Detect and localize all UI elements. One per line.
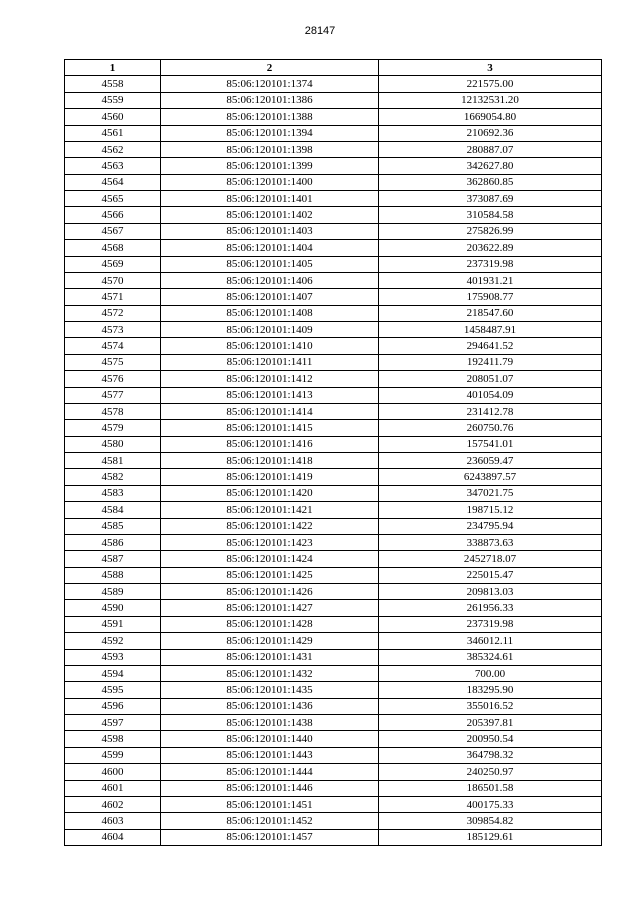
row-number-cell: 4565	[65, 191, 161, 207]
table-row	[65, 485, 602, 501]
value-cell: 208051.07	[379, 371, 602, 387]
value-cell: 275826.99	[379, 223, 602, 239]
cadastral-number-cell: 85:06:120101:1446	[161, 780, 379, 796]
table-row	[65, 420, 602, 436]
row-number-cell: 4582	[65, 469, 161, 485]
value-cell: 221575.00	[379, 76, 602, 92]
row-number-cell: 4596	[65, 698, 161, 714]
table-row	[65, 518, 602, 534]
row-number-cell: 4566	[65, 207, 161, 223]
row-number-cell: 4567	[65, 223, 161, 239]
cadastral-number-cell: 85:06:120101:1425	[161, 567, 379, 583]
cadastral-number-cell: 85:06:120101:1398	[161, 141, 379, 157]
cadastral-number-cell: 85:06:120101:1452	[161, 813, 379, 829]
row-number-cell: 4589	[65, 584, 161, 600]
table-row	[65, 109, 602, 125]
table-row	[65, 600, 602, 616]
cadastral-number-cell: 85:06:120101:1401	[161, 191, 379, 207]
value-cell: 157541.01	[379, 436, 602, 452]
table-row	[65, 387, 602, 403]
table-row	[65, 174, 602, 190]
cadastral-number-cell: 85:06:120101:1413	[161, 387, 379, 403]
table-row	[65, 371, 602, 387]
column-header-1: 1	[65, 60, 161, 76]
table-row	[65, 682, 602, 698]
table-row	[65, 747, 602, 763]
row-number-cell: 4574	[65, 338, 161, 354]
row-number-cell: 4568	[65, 240, 161, 256]
cadastral-number-cell: 85:06:120101:1431	[161, 649, 379, 665]
cadastral-number-cell: 85:06:120101:1412	[161, 371, 379, 387]
cadastral-number-cell: 85:06:120101:1422	[161, 518, 379, 534]
row-number-cell: 4600	[65, 764, 161, 780]
value-cell: 205397.81	[379, 715, 602, 731]
table-row	[65, 649, 602, 665]
value-cell: 364798.32	[379, 747, 602, 763]
value-cell: 236059.47	[379, 453, 602, 469]
row-number-cell: 4563	[65, 158, 161, 174]
row-number-cell: 4593	[65, 649, 161, 665]
row-number-cell: 4604	[65, 829, 161, 845]
value-cell: 6243897.57	[379, 469, 602, 485]
row-number-cell: 4580	[65, 436, 161, 452]
value-cell: 280887.07	[379, 141, 602, 157]
table-row	[65, 92, 602, 108]
cadastral-number-cell: 85:06:120101:1410	[161, 338, 379, 354]
row-number-cell: 4585	[65, 518, 161, 534]
row-number-cell: 4576	[65, 371, 161, 387]
value-cell: 294641.52	[379, 338, 602, 354]
value-cell: 401054.09	[379, 387, 602, 403]
value-cell: 1669054.80	[379, 109, 602, 125]
row-number-cell: 4572	[65, 305, 161, 321]
row-number-cell: 4595	[65, 682, 161, 698]
value-cell: 338873.63	[379, 534, 602, 550]
table-row	[65, 76, 602, 92]
cadastral-number-cell: 85:06:120101:1406	[161, 272, 379, 288]
cadastral-number-cell: 85:06:120101:1457	[161, 829, 379, 845]
value-cell: 240250.97	[379, 764, 602, 780]
row-number-cell: 4590	[65, 600, 161, 616]
table-row	[65, 731, 602, 747]
value-cell: 225015.47	[379, 567, 602, 583]
cadastral-number-cell: 85:06:120101:1444	[161, 764, 379, 780]
cadastral-number-cell: 85:06:120101:1416	[161, 436, 379, 452]
cadastral-number-cell: 85:06:120101:1423	[161, 534, 379, 550]
table-row	[65, 403, 602, 419]
table-row	[65, 289, 602, 305]
table-row	[65, 207, 602, 223]
cadastral-number-cell: 85:06:120101:1409	[161, 322, 379, 338]
table-row	[65, 715, 602, 731]
row-number-cell: 4578	[65, 403, 161, 419]
column-header-3: 3	[379, 60, 602, 76]
value-cell: 203622.89	[379, 240, 602, 256]
value-cell: 210692.36	[379, 125, 602, 141]
row-number-cell: 4575	[65, 354, 161, 370]
value-cell: 175908.77	[379, 289, 602, 305]
cadastral-number-cell: 85:06:120101:1403	[161, 223, 379, 239]
table-row	[65, 502, 602, 518]
cadastral-number-cell: 85:06:120101:1418	[161, 453, 379, 469]
table-row	[65, 829, 602, 845]
value-cell: 237319.98	[379, 616, 602, 632]
row-number-cell: 4583	[65, 485, 161, 501]
cadastral-number-cell: 85:06:120101:1399	[161, 158, 379, 174]
value-cell: 362860.85	[379, 174, 602, 190]
row-number-cell: 4571	[65, 289, 161, 305]
value-cell: 373087.69	[379, 191, 602, 207]
table-row	[65, 780, 602, 796]
cadastral-number-cell: 85:06:120101:1440	[161, 731, 379, 747]
cadastral-number-cell: 85:06:120101:1408	[161, 305, 379, 321]
table-row	[65, 616, 602, 632]
table-row	[65, 764, 602, 780]
row-number-cell: 4570	[65, 272, 161, 288]
table-row	[65, 534, 602, 550]
value-cell: 401931.21	[379, 272, 602, 288]
table-row	[65, 813, 602, 829]
cadastral-number-cell: 85:06:120101:1415	[161, 420, 379, 436]
row-number-cell: 4577	[65, 387, 161, 403]
cadastral-number-cell: 85:06:120101:1414	[161, 403, 379, 419]
table-row	[65, 141, 602, 157]
table-row	[65, 305, 602, 321]
value-cell: 355016.52	[379, 698, 602, 714]
value-cell: 346012.11	[379, 633, 602, 649]
row-number-cell: 4581	[65, 453, 161, 469]
table-row	[65, 256, 602, 272]
table-row	[65, 272, 602, 288]
table-row	[65, 796, 602, 812]
value-cell: 209813.03	[379, 584, 602, 600]
table-row	[65, 469, 602, 485]
cadastral-number-cell: 85:06:120101:1436	[161, 698, 379, 714]
cadastral-number-cell: 85:06:120101:1438	[161, 715, 379, 731]
table-row	[65, 453, 602, 469]
cadastral-number-cell: 85:06:120101:1420	[161, 485, 379, 501]
row-number-cell: 4599	[65, 747, 161, 763]
row-number-cell: 4573	[65, 322, 161, 338]
table-row	[65, 698, 602, 714]
value-cell: 385324.61	[379, 649, 602, 665]
value-cell: 200950.54	[379, 731, 602, 747]
row-number-cell: 4561	[65, 125, 161, 141]
cadastral-number-cell: 85:06:120101:1435	[161, 682, 379, 698]
cadastral-number-cell: 85:06:120101:1424	[161, 551, 379, 567]
row-number-cell: 4558	[65, 76, 161, 92]
value-cell: 231412.78	[379, 403, 602, 419]
table-row	[65, 354, 602, 370]
value-cell: 342627.80	[379, 158, 602, 174]
row-number-cell: 4586	[65, 534, 161, 550]
table-row	[65, 191, 602, 207]
value-cell: 237319.98	[379, 256, 602, 272]
cadastral-number-cell: 85:06:120101:1386	[161, 92, 379, 108]
cadastral-number-cell: 85:06:120101:1407	[161, 289, 379, 305]
value-cell: 234795.94	[379, 518, 602, 534]
row-number-cell: 4597	[65, 715, 161, 731]
cadastral-number-cell: 85:06:120101:1421	[161, 502, 379, 518]
table-body	[65, 76, 602, 846]
row-number-cell: 4569	[65, 256, 161, 272]
page-number: 28147	[304, 25, 336, 37]
value-cell: 192411.79	[379, 354, 602, 370]
cadastral-number-cell: 85:06:120101:1374	[161, 76, 379, 92]
table-row	[65, 633, 602, 649]
value-cell: 260750.76	[379, 420, 602, 436]
row-number-cell: 4564	[65, 174, 161, 190]
row-number-cell: 4603	[65, 813, 161, 829]
row-number-cell: 4588	[65, 567, 161, 583]
value-cell: 185129.61	[379, 829, 602, 845]
value-cell: 186501.58	[379, 780, 602, 796]
value-cell: 1458487.91	[379, 322, 602, 338]
value-cell: 400175.33	[379, 796, 602, 812]
table-row	[65, 567, 602, 583]
table-row	[65, 338, 602, 354]
row-number-cell: 4602	[65, 796, 161, 812]
value-cell: 347021.75	[379, 485, 602, 501]
row-number-cell: 4559	[65, 92, 161, 108]
cadastral-number-cell: 85:06:120101:1443	[161, 747, 379, 763]
cadastral-number-cell: 85:06:120101:1451	[161, 796, 379, 812]
cadastral-number-cell: 85:06:120101:1428	[161, 616, 379, 632]
cadastral-number-cell: 85:06:120101:1404	[161, 240, 379, 256]
row-number-cell: 4584	[65, 502, 161, 518]
value-cell: 218547.60	[379, 305, 602, 321]
row-number-cell: 4598	[65, 731, 161, 747]
row-number-cell: 4601	[65, 780, 161, 796]
table-header	[65, 60, 602, 76]
value-cell: 12132531.20	[379, 92, 602, 108]
cadastral-number-cell: 85:06:120101:1405	[161, 256, 379, 272]
table-row	[65, 125, 602, 141]
table-row	[65, 322, 602, 338]
registry-table	[64, 59, 602, 846]
row-number-cell: 4594	[65, 665, 161, 681]
value-cell: 309854.82	[379, 813, 602, 829]
value-cell: 198715.12	[379, 502, 602, 518]
value-cell: 183295.90	[379, 682, 602, 698]
cadastral-number-cell: 85:06:120101:1388	[161, 109, 379, 125]
value-cell: 261956.33	[379, 600, 602, 616]
cadastral-number-cell: 85:06:120101:1411	[161, 354, 379, 370]
cadastral-number-cell: 85:06:120101:1426	[161, 584, 379, 600]
value-cell: 2452718.07	[379, 551, 602, 567]
row-number-cell: 4592	[65, 633, 161, 649]
column-header-2: 2	[161, 60, 379, 76]
table-row	[65, 665, 602, 681]
cadastral-number-cell: 85:06:120101:1394	[161, 125, 379, 141]
cadastral-number-cell: 85:06:120101:1419	[161, 469, 379, 485]
row-number-cell: 4579	[65, 420, 161, 436]
row-number-cell: 4560	[65, 109, 161, 125]
table-row	[65, 223, 602, 239]
row-number-cell: 4591	[65, 616, 161, 632]
table-row	[65, 436, 602, 452]
table-row	[65, 158, 602, 174]
cadastral-number-cell: 85:06:120101:1400	[161, 174, 379, 190]
cadastral-number-cell: 85:06:120101:1432	[161, 665, 379, 681]
row-number-cell: 4587	[65, 551, 161, 567]
cadastral-number-cell: 85:06:120101:1427	[161, 600, 379, 616]
value-cell: 310584.58	[379, 207, 602, 223]
table-row	[65, 584, 602, 600]
cadastral-number-cell: 85:06:120101:1402	[161, 207, 379, 223]
cadastral-number-cell: 85:06:120101:1429	[161, 633, 379, 649]
header-row	[65, 60, 602, 76]
row-number-cell: 4562	[65, 141, 161, 157]
table-row	[65, 551, 602, 567]
table-row	[65, 240, 602, 256]
value-cell: 700.00	[379, 665, 602, 681]
